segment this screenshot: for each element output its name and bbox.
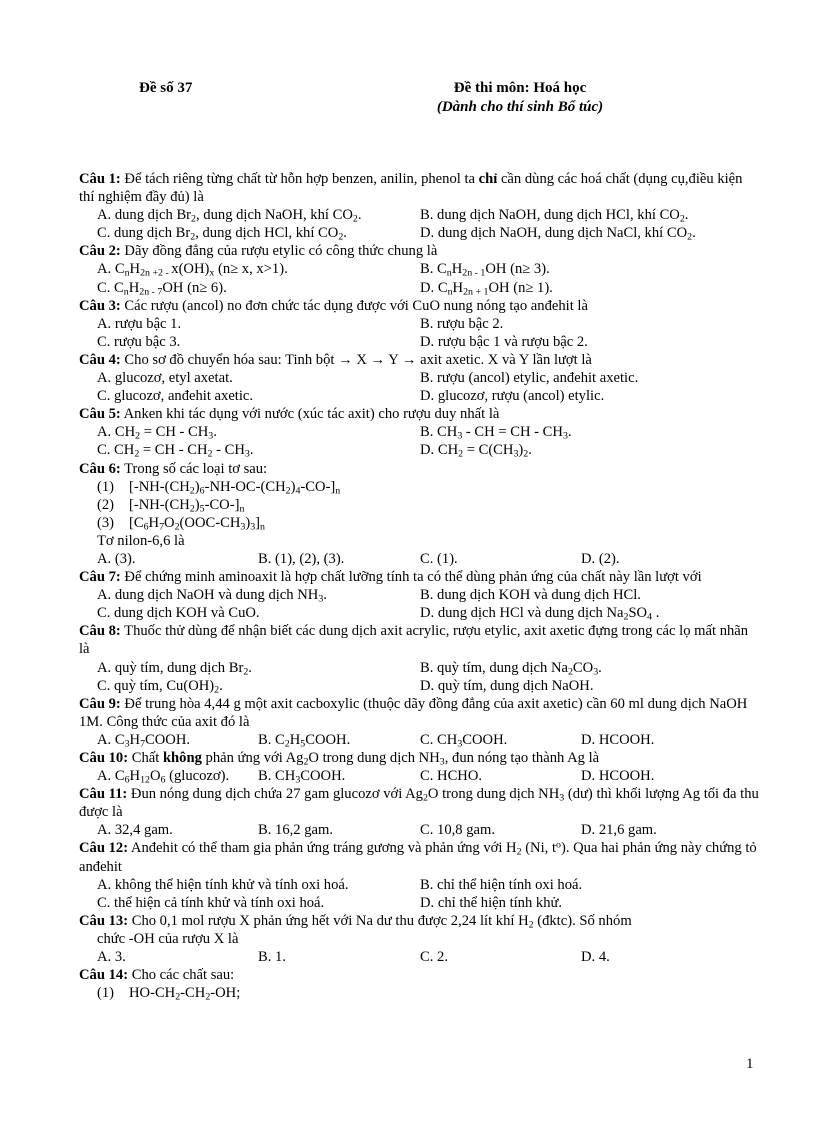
- option-b: B. rượu (ancol) etylic, anđehit axetic.: [420, 370, 639, 387]
- option-b: B. $CH_3COOH$.: [258, 768, 346, 786]
- question-list: [79, 170, 761, 1002]
- page-number: 1: [746, 1056, 754, 1072]
- question-1: Câu 1: Để tách riêng từng chất từ hỗn hợp benzen, anilin, phenol ta chỉ cần dùng các hoá chất (dụng cụ,điều kiện thí nghiệm đầy đủ) là: [79, 171, 743, 206]
- option-a: A. $CH_2$ = CH - $CH_3$.: [97, 424, 217, 442]
- fiber-item-2: (2) $[-NH-(CH_2)_5-CO-]_n$: [97, 496, 245, 515]
- question-13: Câu 13: Cho 0,1 mol rượu X phản ứng hết với Na dư thu được 2,24 lít khí $H_2$ (đktc). Số nhóm: [79, 912, 632, 931]
- option-d: D. glucozơ, rượu (ancol) etylic.: [420, 388, 605, 405]
- question-1-options-row-2: [79, 224, 761, 242]
- option-b: B. $C_2H_5COOH$.: [258, 731, 351, 750]
- option-c: C. $CH_3COOH$.: [420, 731, 508, 750]
- option-a: A. rượu bậc 1.: [97, 315, 182, 332]
- question-5: Câu 5: Anken khi tác dụng với nước (xúc tác axit) cho rượu duy nhất là: [79, 406, 500, 423]
- option-a: A. (3).: [97, 550, 136, 567]
- option-c: C. rượu bậc 3.: [97, 333, 181, 350]
- question-13-continued: chức -OH của rượu X là: [97, 930, 239, 947]
- option-d: D. 4.: [581, 949, 610, 966]
- option-a: A. dung dịch NaOH và dung dịch $NH_3$.: [97, 587, 327, 605]
- option-b: B. quỳ tím, dung dịch $Na_2CO_3$.: [420, 659, 602, 677]
- question-12: Câu 12: Anđehit có thể tham gia phản ứng tráng gương và phản ứng với $H_2$ (Ni, $t^o$). Qua hai phản ứng này chứng tỏ anđehit: [79, 840, 757, 875]
- option-a: A. quỳ tím, dung dịch $Br_2$.: [97, 659, 252, 677]
- option-d: D. (2).: [581, 550, 620, 567]
- option-d: D. chỉ thể hiện tính khử.: [420, 894, 563, 911]
- option-d: D. $C_nH_{2n + 1}OH$ (n≥ 1).: [420, 279, 553, 298]
- exam-number: Đề số 37: [139, 80, 193, 96]
- option-c: C. HCHO.: [420, 768, 483, 785]
- question-1-options-row-1: [79, 206, 761, 224]
- option-a: A. $C_nH_{2n +2 -}$ $x(OH)_x$ (n≥ x, x>1).: [97, 261, 288, 279]
- option-c: C. 2.: [420, 949, 448, 966]
- option-c: C. quỳ tím, $Cu(OH)_2$.: [97, 677, 223, 696]
- option-c: C. 10,8 gam.: [420, 822, 495, 839]
- option-c: C. dung dịch $Br_2$, dung dịch HCl, khí $CO_2$.: [97, 225, 347, 243]
- question-2-options-row-2: [79, 279, 761, 297]
- question-10: Câu 10: Chất không phản ứng với $Ag_2O$ trong dung dịch $NH_3$, đun nóng tạo thành Ag là: [79, 750, 600, 768]
- question-8: Câu 8: Thuốc thử dùng để nhận biết các dung dịch axit acrylic, rượu etylic, axit axetic đựng trong các lọ mất nhãn là: [79, 623, 749, 658]
- option-a: A. 3.: [97, 949, 126, 966]
- option-c: C. glucozơ, anđehit axetic.: [97, 388, 254, 405]
- option-a: A. glucozơ, etyl axetat.: [97, 370, 233, 387]
- question-6-stem: Tơ nilon-6,6 là: [97, 532, 185, 549]
- option-b: B. 16,2 gam.: [258, 822, 333, 839]
- question-6: Câu 6: Trong số các loại tơ sau:: [79, 460, 268, 477]
- exam-header: [420, 80, 620, 116]
- option-d: D. HCOOH.: [581, 768, 655, 785]
- option-d: D. rượu bậc 1 và rượu bậc 2.: [420, 333, 588, 350]
- question-4: Câu 4: Cho sơ đồ chuyển hóa sau: Tinh bột → X → Y → axit axetic. X và Y lần lượt là: [79, 351, 592, 368]
- question-2-options-row-1: [79, 260, 761, 278]
- question-2: Câu 2: Dãy đồng đẳng của rượu etylic có công thức chung là: [79, 243, 438, 260]
- option-b: B. dung dịch KOH và dung dịch HCl.: [420, 587, 641, 604]
- compound-item-1: (1) $HO-CH_2-CH_2-OH$;: [97, 985, 241, 1003]
- option-b: B. (1), (2), (3).: [258, 550, 345, 567]
- option-c: C. $C_nH_{2n - 7}OH$ (n≥ 6).: [97, 279, 227, 298]
- option-b: B. $C_nH_{2n - 1}OH$ (n≥ 3).: [420, 261, 550, 279]
- question-11: Câu 11: Đun nóng dung dịch chứa 27 gam glucozơ với $Ag_2O$ trong dung dịch $NH_3$ (dư) thì khối lượng Ag tối đa thu được là: [79, 786, 759, 821]
- option-b: B. dung dịch NaOH, dung dịch HCl, khí $CO_2$.: [420, 207, 689, 225]
- question-7: Câu 7: Để chứng minh aminoaxit là hợp chất lưỡng tính ta có thể dùng phản ứng của chất này lần lượt với: [79, 569, 702, 586]
- option-d: D. quỳ tím, dung dịch NaOH.: [420, 677, 594, 694]
- exam-audience: (Dành cho thí sinh Bổ túc): [436, 99, 604, 115]
- option-a: A. 32,4 gam.: [97, 822, 173, 839]
- fiber-item-1: (1) $[-NH-(CH_2)_6-NH-OC-(CH_2)_4-CO-]_n$: [97, 478, 341, 497]
- option-d: D. dung dịch HCl và dung dịch $Na_2SO_4$ .: [420, 605, 660, 623]
- question-9: Câu 9: Để trung hòa 4,44 g một axit cacboxylic (thuộc dãy đồng đẳng của axit axetic) cần 60 ml dung dịch NaOH 1M. Công thức của axit đó là: [79, 695, 748, 730]
- question-14: Câu 14: Cho các chất sau:: [79, 967, 235, 984]
- option-a: A. không thể hiện tính khử và tính oxi hoá.: [97, 876, 349, 893]
- option-b: B. 1.: [258, 949, 286, 966]
- option-b: B. chỉ thể hiện tính oxi hoá.: [420, 876, 583, 893]
- option-d: D. $CH_2 = C(CH_3)_2$.: [420, 442, 532, 460]
- option-a: A. $C_6H_{12}O_6$ (glucozơ).: [97, 768, 230, 786]
- question-3: Câu 3: Các rượu (ancol) no đơn chức tác dụng được với CuO nung nóng tạo anđehit là: [79, 297, 588, 314]
- fiber-item-3: (3) $[C_6H_7O_2(OOC-CH_3)_3]_n$: [97, 514, 265, 533]
- exam-subject: Đề thi môn: Hoá học: [453, 80, 587, 96]
- option-d: D. HCOOH.: [581, 731, 655, 748]
- option-b: B. rượu bậc 2.: [420, 315, 504, 332]
- option-b: B. $CH_3$ - CH = CH - $CH_3$.: [420, 424, 572, 442]
- option-d: D. 21,6 gam.: [581, 822, 657, 839]
- option-d: D. dung dịch NaOH, dung dịch NaCl, khí $CO_2$.: [420, 225, 696, 243]
- option-c: C. (1).: [420, 550, 458, 567]
- option-c: C. $CH_2$ = CH - $CH_2 - CH_3$.: [97, 442, 254, 460]
- option-a: A. dung dịch $Br_2$, dung dịch NaOH, khí $CO_2$.: [97, 207, 362, 225]
- option-c: C. dung dịch KOH và CuO.: [97, 605, 260, 622]
- option-c: C. thể hiện cả tính khử và tính oxi hoá.: [97, 894, 325, 911]
- option-a: A. $C_3H_7COOH$.: [97, 731, 191, 750]
